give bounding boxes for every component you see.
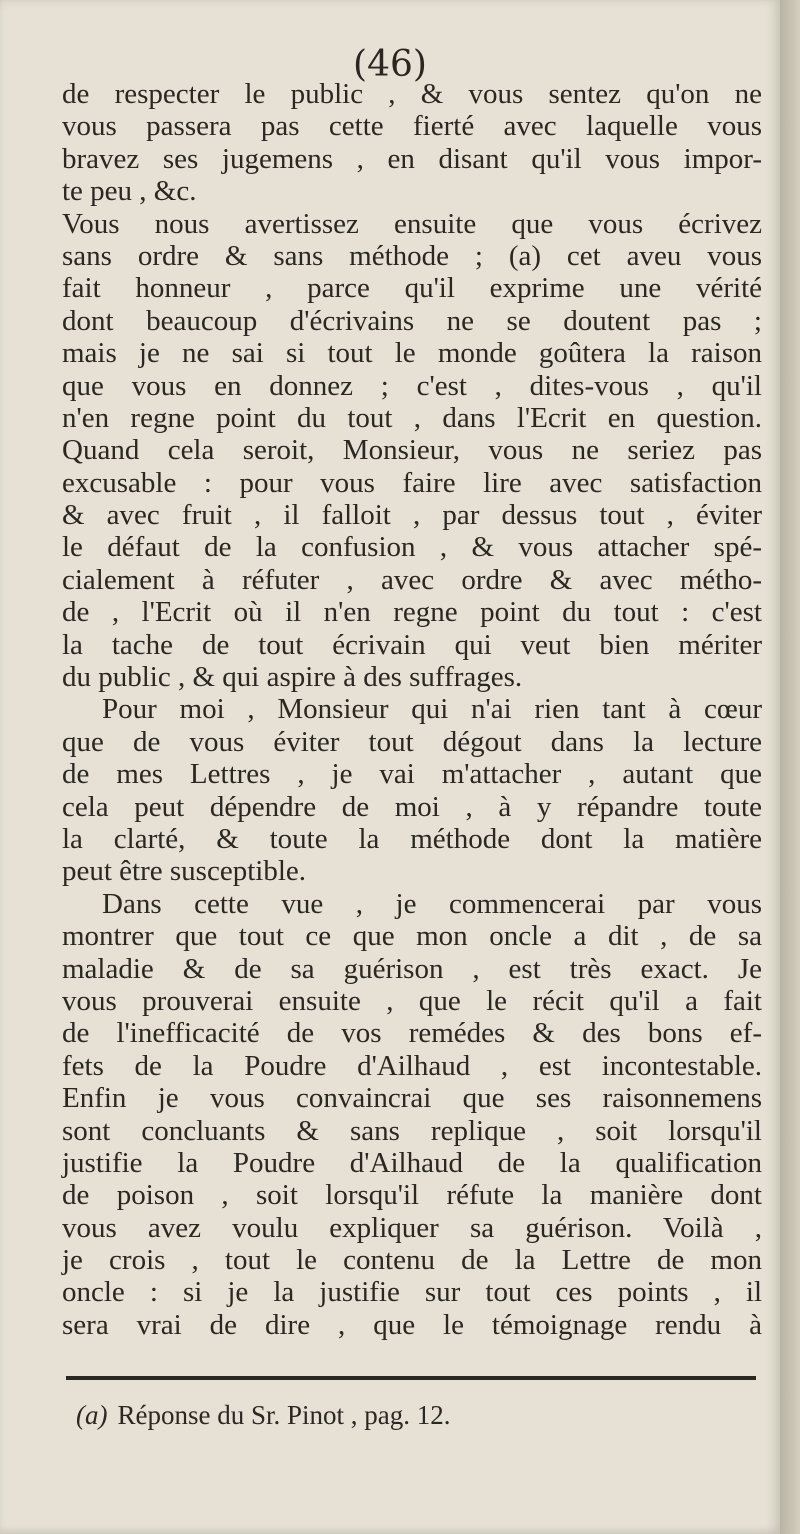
text-line-12: Quand cela seroit, Monsieur, vous ne seriez pas [62, 434, 762, 467]
text-line-14: & avec fruit , il falloit , par dessus tout , éviter [62, 499, 762, 532]
text-line-4: te peu , &c. [62, 175, 197, 208]
text-line-36: vous avez voulu expliquer sa guérison. Voilà , [62, 1211, 762, 1244]
text-line-19: du public , & qui aspire à des suffrages. [62, 661, 523, 694]
footnote [76, 1400, 451, 1431]
text-line-11: n'en regne point du tout , dans l'Ecrit en question. [62, 401, 762, 434]
text-line-3: bravez ses jugemens , en disant qu'il vous impor- [62, 142, 762, 175]
text-line-10: que vous en donnez ; c'est , dites-vous , qu'il [62, 369, 762, 402]
text-line-25: peut être susceptible. [62, 855, 306, 888]
text-line-7: fait honneur , parce qu'il exprime une vérité [62, 272, 762, 305]
text-line-13: excusable : pour vous faire lire avec satisfaction [62, 466, 762, 499]
text-line-18: la tache de tout écrivain qui veut bien mériter [62, 628, 762, 661]
footnote-text: Réponse du Sr. Pinot , pag. 12. [117, 1400, 451, 1430]
text-line-6: sans ordre & sans méthode ; (a) cet aveu vous [62, 239, 762, 272]
text-line-27: montrer que tout ce que mon oncle a dit , de sa [62, 920, 762, 953]
text-line-35: de poison , soit lorsqu'il réfute la manière dont [62, 1179, 762, 1212]
text-line-37: je crois , tout le contenu de la Lettre de mon [62, 1244, 762, 1277]
text-line-21: que de vous éviter tout dégout dans la lecture [62, 725, 762, 758]
text-line-17: de , l'Ecrit où il n'en regne point du tout : c'est [62, 596, 762, 629]
text-line-20: Pour moi , Monsieur qui n'ai rien tant à cœur [102, 693, 762, 726]
text-line-8: dont beaucoup d'écrivains ne se doutent pas ; [62, 304, 762, 337]
text-line-38: oncle : si je la justifie sur tout ces points , il [62, 1276, 762, 1309]
text-line-16: cialement à réfuter , avec ordre & avec métho- [62, 563, 762, 596]
page-number: (46) [353, 44, 427, 85]
page-edge [780, 0, 800, 1534]
text-line-30: de l'inefficacité de vos remédes & des bons ef- [62, 1017, 762, 1050]
text-line-22: de mes Lettres , je vai m'attacher , autant que [62, 758, 762, 791]
text-line-28: maladie & de sa guérison , est très exact. Je [62, 952, 762, 985]
footnote-mark: (a) [76, 1400, 108, 1430]
text-line-29: vous prouverai ensuite , que le récit qu'il a fait [62, 984, 762, 1017]
text-line-15: le défaut de la confusion , & vous attacher spé- [62, 531, 762, 564]
text-line-23: cela peut dépendre de moi , à y répandre toute [62, 790, 762, 823]
body-text [62, 78, 762, 1341]
text-line-34: justifie la Poudre d'Ailhaud de la qualification [62, 1146, 762, 1179]
text-line-31: fets de la Poudre d'Ailhaud , est incontestable. [62, 1049, 762, 1082]
footnote-divider [66, 1376, 756, 1380]
text-line-5: Vous nous avertissez ensuite que vous écrivez [62, 207, 762, 240]
text-line-24: la clarté, & toute la méthode dont la matière [62, 822, 762, 855]
text-line-26: Dans cette vue , je commencerai par vous [102, 887, 762, 920]
text-line-9: mais je ne sai si tout le monde goûtera la raison [62, 337, 762, 370]
text-line-1: de respecter le public , & vous sentez qu'on ne [62, 78, 762, 110]
text-line-32: Enfin je vous convaincrai que ses raisonnemens [62, 1082, 762, 1115]
text-line-33: sont concluants & sans replique , soit lorsqu'il [62, 1114, 762, 1147]
text-line-39: sera vrai de dire , que le témoignage rendu à [62, 1308, 762, 1341]
text-line-2: vous passera pas cette fierté avec laquelle vous [62, 110, 762, 143]
